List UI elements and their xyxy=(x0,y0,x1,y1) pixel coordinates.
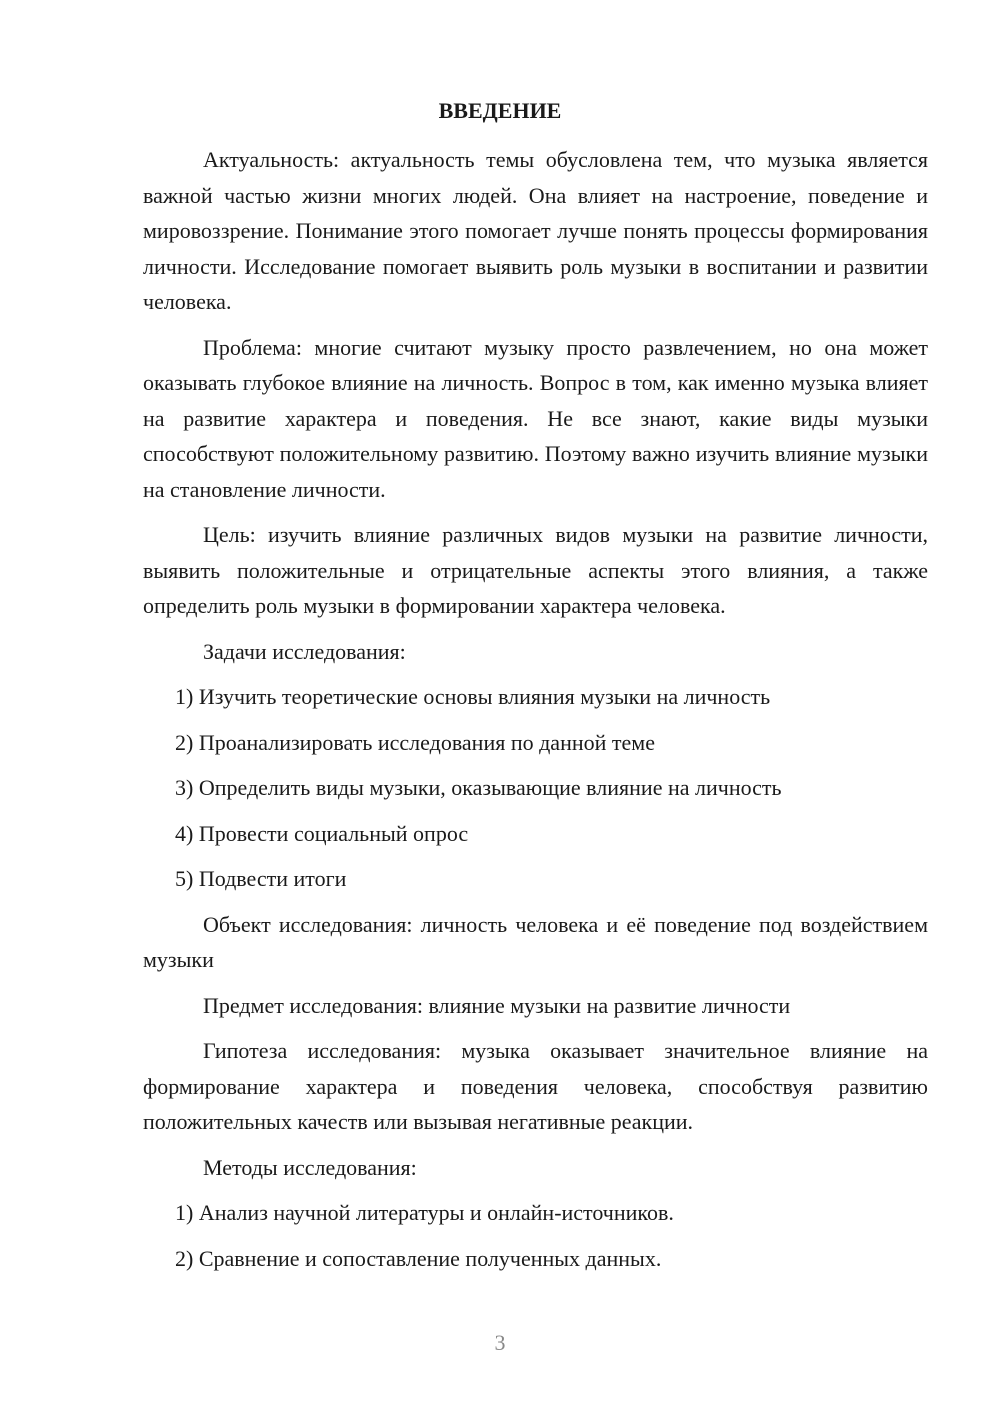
method-item: 1) Анализ научной литературы и онлайн-источников. xyxy=(175,1200,674,1225)
problem-paragraph: Проблема: многие считают музыку просто развлечением, но она может оказывать глубокое влияние на личность. Вопрос в том, как именно музыка влияет на развитие характера и поведения. Не все знают, какие виды музыки способствуют положительному развитию. Поэтому важно изучить влияние музыки на становление личности. xyxy=(143,334,928,502)
task-item: 2) Проанализировать исследования по данной теме xyxy=(175,729,655,755)
tasks-heading: Задачи исследования: xyxy=(203,638,406,664)
task-item: 5) Подвести итоги xyxy=(175,866,347,891)
methods-heading: Методы исследования: xyxy=(203,1154,417,1180)
document-body xyxy=(143,142,928,1286)
object-paragraph: Объект исследования: личность человека и её поведение под воздействием музыки xyxy=(143,911,928,972)
method-item: 2) Сравнение и сопоставление полученных данных. xyxy=(175,1245,662,1271)
task-item: 1) Изучить теоретические основы влияния музыки на личность xyxy=(175,684,771,709)
hypothesis-paragraph: Гипотеза исследования: музыка оказывает значительное влияние на формирование характера и поведения человека, способствуя развитию положительных качеств или вызывая негативные реакции. xyxy=(143,1038,928,1134)
page-number: 3 xyxy=(494,1330,506,1355)
subject-paragraph: Предмет исследования: влияние музыки на развитие личности xyxy=(203,992,791,1018)
task-item: 4) Провести социальный опрос xyxy=(175,820,469,846)
section-title: ВВЕДЕНИЕ xyxy=(438,98,562,123)
goal-paragraph: Цель: изучить влияние различных видов музыки на развитие личности, выявить положительные и отрицательные аспекты этого влияния, а также определить роль музыки в формировании характера человека. xyxy=(143,522,928,618)
task-item: 3) Определить виды музыки, оказывающие влияние на личность xyxy=(175,775,782,800)
relevance-paragraph: Актуальность: актуальность темы обусловлена тем, что музыка является важной частью жизни многих людей. Она влияет на настроение, поведение и мировоззрение. Понимание этого помогает лучше понять процессы формирования личности. Исследование помогает выявить роль музыки в воспитании и развитии человека. xyxy=(143,147,928,314)
